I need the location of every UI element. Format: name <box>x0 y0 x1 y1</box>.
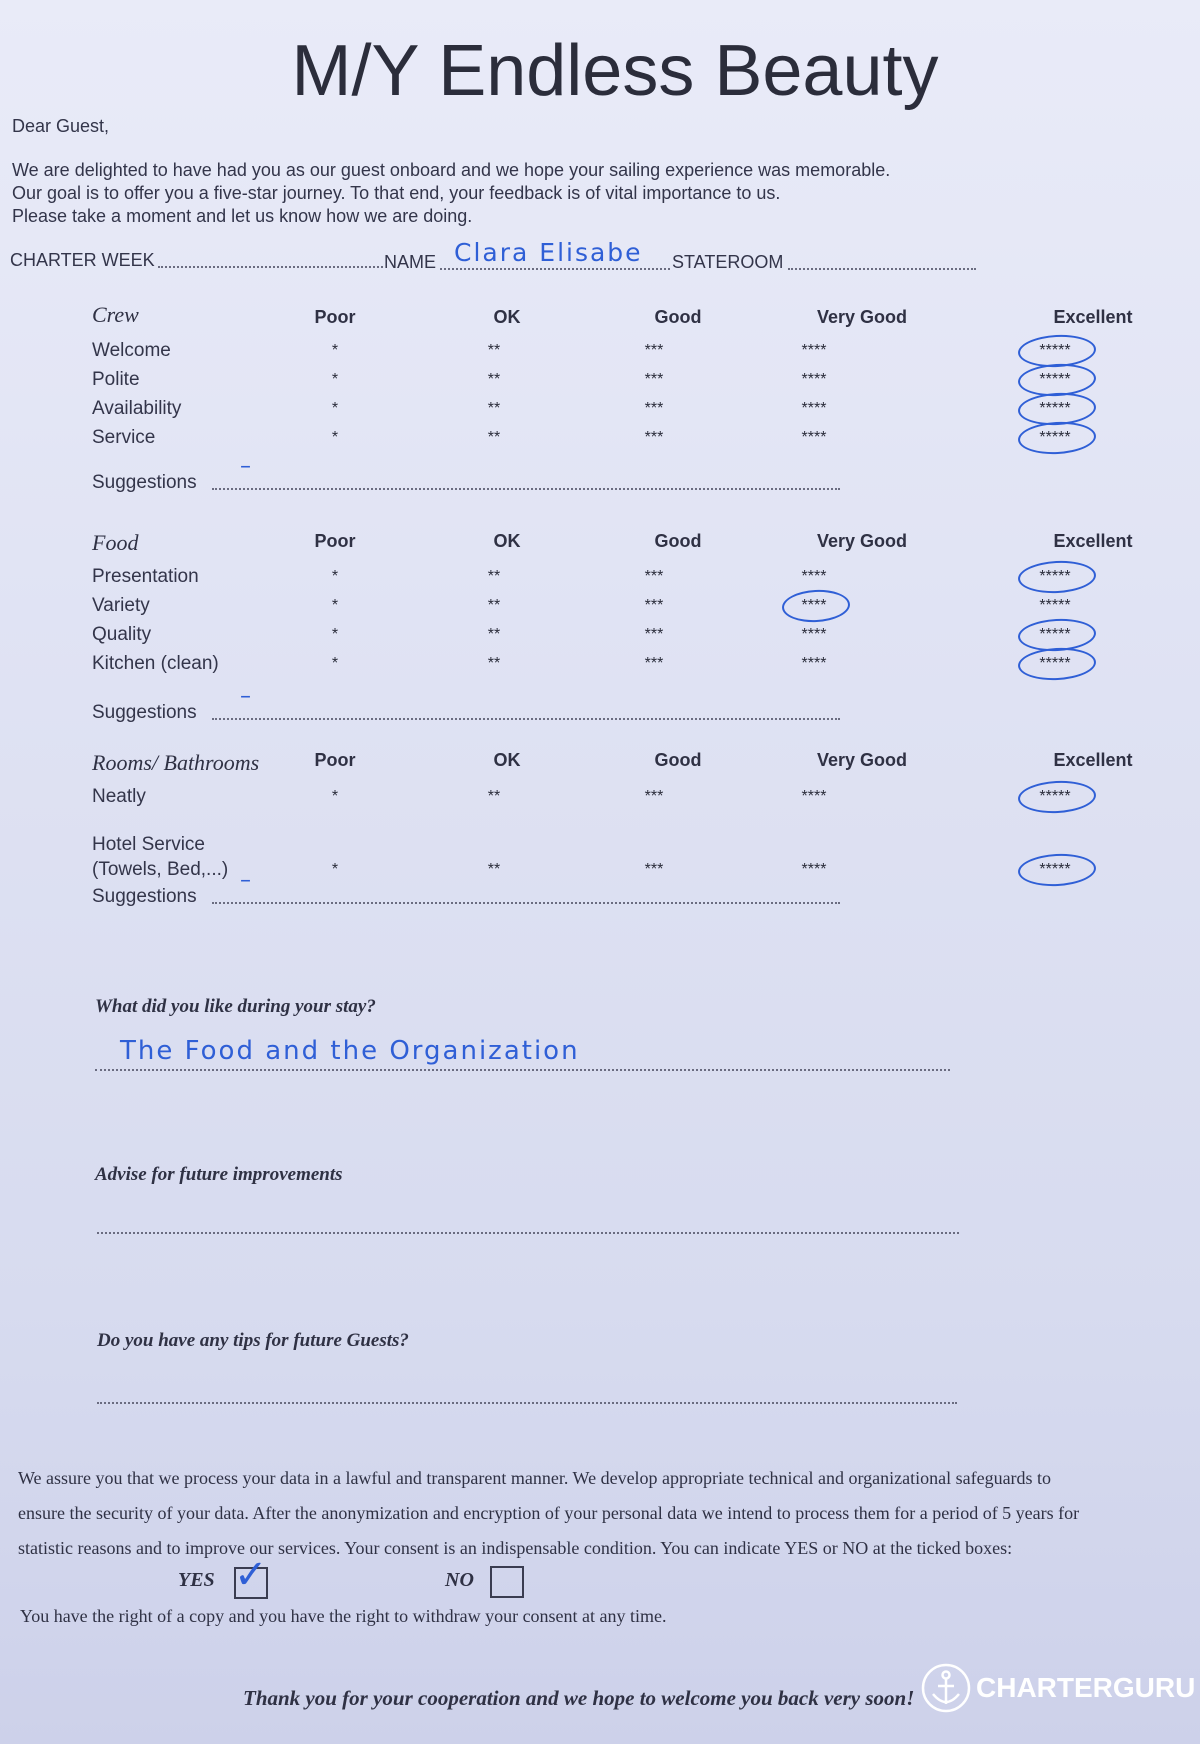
question-liked: What did you like during your stay? <box>95 996 376 1017</box>
rating-column-header: Excellent <box>1053 307 1133 327</box>
rating-option[interactable]: ** <box>487 626 501 643</box>
rating-row-sublabel: (Towels, Bed,...) <box>92 859 229 880</box>
rating-column-header: Poor <box>314 307 356 327</box>
rating-column-header: Poor <box>314 531 356 551</box>
suggestions-handwritten-value: – <box>240 684 253 709</box>
rating-column-header: OK <box>493 531 521 551</box>
rating-option[interactable]: ***** <box>1039 861 1071 878</box>
rating-option[interactable]: * <box>331 429 339 446</box>
selected-rating-circle <box>1017 779 1097 815</box>
rating-row-label: Hotel Service <box>92 834 205 855</box>
rating-column-header: OK <box>493 307 521 327</box>
rating-option[interactable]: **** <box>801 371 827 388</box>
rating-option[interactable]: * <box>331 371 339 388</box>
check-mark-icon: ✓ <box>234 1552 268 1598</box>
answer-liked-line[interactable] <box>95 1069 950 1071</box>
rating-option[interactable]: ** <box>487 861 501 878</box>
suggestions-label: Suggestions <box>92 702 197 723</box>
rating-row-label: Polite <box>92 369 140 390</box>
answer-liked-handwritten: The Food and the Organization <box>120 1036 580 1066</box>
stateroom-label: STATEROOM <box>672 252 784 272</box>
name-label: NAME <box>384 252 437 272</box>
rating-option[interactable]: **** <box>801 400 827 417</box>
suggestions-field[interactable] <box>212 902 840 904</box>
stateroom-field[interactable] <box>788 268 976 270</box>
rating-option[interactable]: * <box>331 626 339 643</box>
rating-column-header: Excellent <box>1053 531 1133 551</box>
anchor-icon <box>920 1662 972 1714</box>
suggestions-field[interactable] <box>212 488 840 490</box>
rating-option[interactable]: ** <box>487 371 501 388</box>
consent-text-line: We assure you that we process your data in a lawful and transparent manner. We develop appropriate technical and organizational safeguards to <box>18 1468 1052 1488</box>
rating-option[interactable]: ***** <box>1039 626 1071 643</box>
rating-option[interactable]: **** <box>801 626 827 643</box>
selected-rating-circle <box>1017 559 1097 595</box>
rating-column-header: Poor <box>314 750 356 770</box>
rating-column-header: Good <box>654 307 702 327</box>
answer-improvements-line[interactable] <box>97 1232 959 1234</box>
rating-option[interactable]: ***** <box>1039 655 1071 672</box>
rating-option[interactable]: *** <box>644 626 664 643</box>
consent-text-line: statistic reasons and to improve our services. Your consent is an indispensable condition. You can indicate YES or NO at the ticked boxes: <box>18 1538 1013 1558</box>
rating-option[interactable]: ** <box>487 429 501 446</box>
suggestions-label: Suggestions <box>92 886 197 907</box>
closing-message: Thank you for your cooperation and we hope to welcome you back very soon! <box>243 1686 915 1710</box>
rating-row-label: Presentation <box>92 566 199 587</box>
rating-option[interactable]: ***** <box>1039 400 1071 417</box>
rating-option[interactable]: **** <box>801 597 827 614</box>
rating-option[interactable]: * <box>331 400 339 417</box>
form-title: M/Y Endless Beauty <box>291 31 939 111</box>
rating-option[interactable]: ***** <box>1039 429 1071 446</box>
rating-option[interactable]: ** <box>487 597 501 614</box>
rating-column-header: Very Good <box>816 750 908 770</box>
suggestions-field[interactable] <box>212 718 840 720</box>
rating-option[interactable]: ** <box>487 400 501 417</box>
rating-column-header: Good <box>654 750 702 770</box>
suggestions-handwritten-value: – <box>240 868 253 893</box>
rating-option[interactable]: **** <box>801 655 827 672</box>
suggestions-handwritten-value: – <box>240 454 253 479</box>
rating-column-header: Excellent <box>1053 750 1133 770</box>
consent-no-label: NO <box>445 1569 474 1591</box>
rating-option[interactable]: * <box>331 861 339 878</box>
rating-column-header: OK <box>493 750 521 770</box>
rating-option[interactable]: * <box>331 568 339 585</box>
watermark-text: CHARTERGURU <box>976 1672 1196 1703</box>
rating-option[interactable]: ** <box>487 655 501 672</box>
rating-option[interactable]: ** <box>487 788 501 805</box>
rating-row-label: Variety <box>92 595 150 616</box>
selected-rating-circle <box>781 588 851 624</box>
rating-column-header: Very Good <box>816 307 908 327</box>
rating-option[interactable]: *** <box>644 788 664 805</box>
selected-rating-circle <box>1017 852 1097 888</box>
rating-option[interactable]: * <box>331 597 339 614</box>
section-title: Food <box>92 530 139 555</box>
charter-week-label: CHARTER WEEK <box>10 250 155 270</box>
name-handwritten-value: Clara Elisabe <box>454 238 643 267</box>
rating-column-header: Good <box>654 531 702 551</box>
rating-option[interactable]: * <box>331 788 339 805</box>
consent-no-checkbox[interactable] <box>490 1566 524 1598</box>
section-title: Rooms/ Bathrooms <box>92 750 260 775</box>
rating-option[interactable]: *** <box>644 655 664 672</box>
section-title: Crew <box>92 302 139 327</box>
rating-option[interactable]: **** <box>801 342 827 359</box>
rating-option[interactable]: **** <box>801 861 827 878</box>
rating-option[interactable]: **** <box>801 788 827 805</box>
rating-option[interactable]: ***** <box>1039 788 1071 805</box>
selected-rating-circle <box>1017 646 1097 682</box>
rating-option[interactable]: ***** <box>1039 597 1071 614</box>
answer-tips-line[interactable] <box>97 1402 957 1404</box>
intro-line: We are delighted to have had you as our guest onboard and we hope your sailing experience was memorable. <box>12 160 891 180</box>
rating-row-label: Service <box>92 427 156 448</box>
rating-option[interactable]: **** <box>801 568 827 585</box>
rating-column-header: Very Good <box>816 531 908 551</box>
intro-line: Please take a moment and let us know how we are doing. <box>12 206 473 226</box>
rating-option[interactable]: ***** <box>1039 342 1071 359</box>
suggestions-label: Suggestions <box>92 472 197 493</box>
rating-option[interactable]: ** <box>487 342 501 359</box>
rating-row-label: Availability <box>92 398 182 419</box>
consent-rights: You have the right of a copy and you have the right to withdraw your consent at any time. <box>20 1606 667 1626</box>
rating-option[interactable]: * <box>331 342 339 359</box>
rating-option[interactable]: *** <box>644 429 664 446</box>
rating-option[interactable]: *** <box>644 371 664 388</box>
selected-rating-circle <box>1017 420 1097 456</box>
rating-option[interactable]: *** <box>644 400 664 417</box>
rating-option[interactable]: *** <box>644 597 664 614</box>
rating-option[interactable]: * <box>331 655 339 672</box>
charter-week-field[interactable] <box>158 266 383 268</box>
rating-option[interactable]: *** <box>644 861 664 878</box>
rating-row-label: Quality <box>92 624 152 645</box>
consent-text-line: ensure the security of your data. After the anonymization and encryption of your personal data we intend to process them for a period of 5 years for <box>18 1503 1080 1523</box>
rating-option[interactable]: *** <box>644 342 664 359</box>
rating-row-label: Kitchen (clean) <box>92 653 219 674</box>
rating-option[interactable]: *** <box>644 568 664 585</box>
name-field[interactable] <box>440 268 670 270</box>
consent-yes-label: YES <box>178 1569 215 1591</box>
intro-line: Our goal is to offer you a five-star journey. To that end, your feedback is of vital importance to us. <box>12 183 781 203</box>
rating-option[interactable]: ***** <box>1039 568 1071 585</box>
rating-option[interactable]: ***** <box>1039 371 1071 388</box>
rating-option[interactable]: **** <box>801 429 827 446</box>
rating-row-label: Welcome <box>92 340 171 361</box>
question-tips: Do you have any tips for future Guests? <box>97 1330 409 1351</box>
greeting: Dear Guest, <box>12 116 110 136</box>
question-improvements: Advise for future improvements <box>95 1164 343 1185</box>
rating-row-label: Neatly <box>92 786 146 807</box>
rating-option[interactable]: ** <box>487 568 501 585</box>
